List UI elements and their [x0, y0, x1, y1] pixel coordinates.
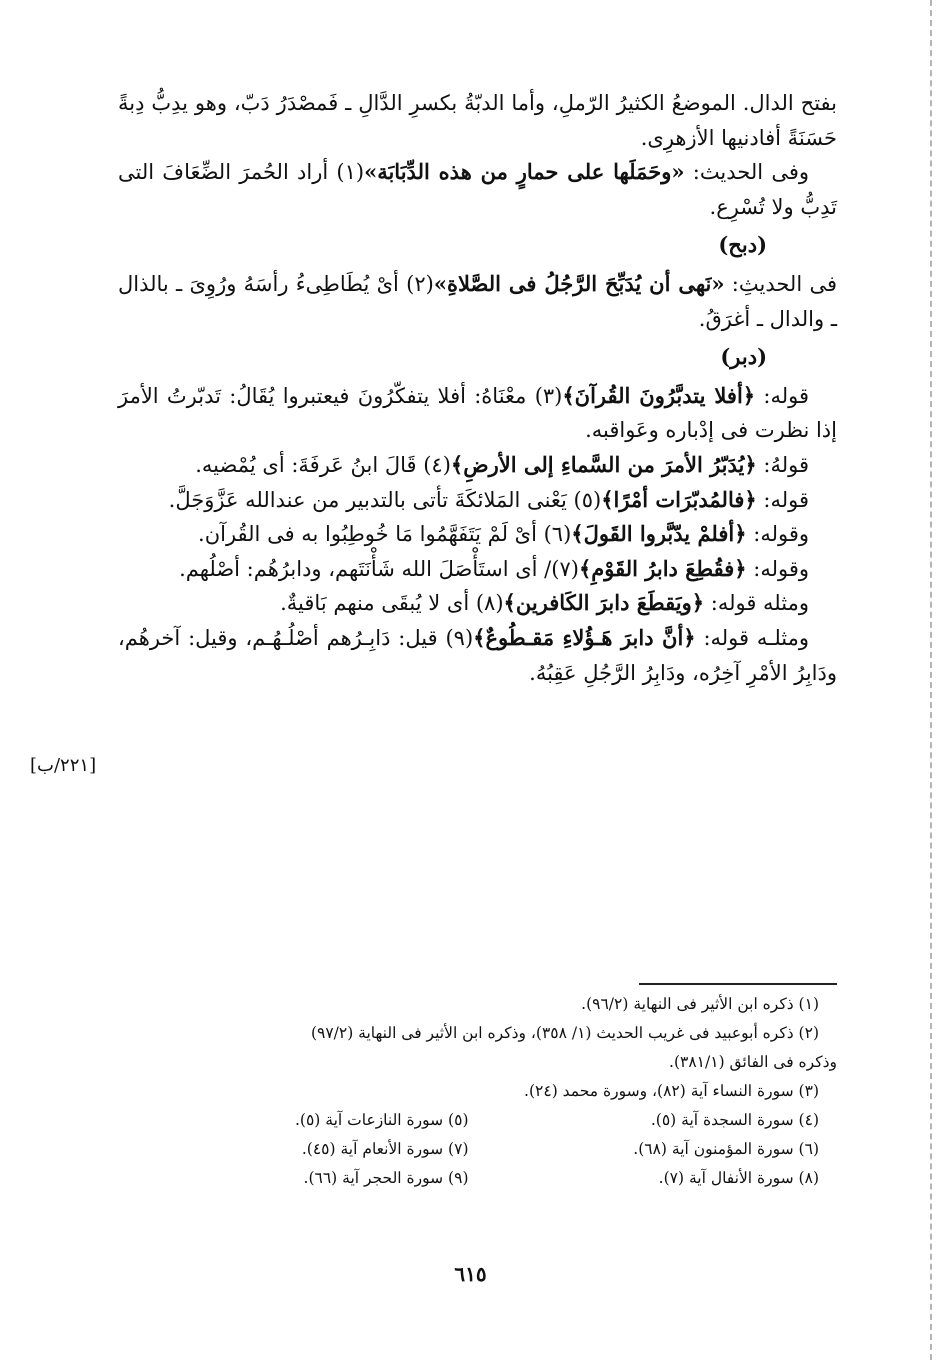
footnote-5: (٥) سورة النازعات آية (٥). [294, 1111, 469, 1129]
hadith-quote-1: «وحَمَلَها على حمارٍ من هذه الدِّبَابَة» [364, 159, 685, 185]
entry-heading-dbh: (دبح) [718, 232, 767, 258]
footnote-grid [118, 1106, 837, 1193]
paragraph-4-text: (٣) معْنَاهُ: أفلا يتفكّرُونَ فيعتبروا يُقَالُ: تَدبّرتُ الأمرَ إذا نظرت فى إدْباره وعَواقبه. [118, 383, 837, 443]
entry-heading-dbr: (دبر) [720, 344, 767, 370]
paragraph-2 [118, 155, 837, 224]
paragraph-7-intro: وقوله: [746, 522, 809, 547]
paragraph-8 [118, 552, 837, 587]
paragraph-10-intro: ومثلـه قوله: [695, 625, 809, 650]
quran-quote-5: ﴿فقُطِعَ دابرُ القَوْمِ﴾ [578, 555, 747, 581]
paragraph-8-intro: وقوله: [746, 556, 809, 581]
footnote-7: (٧) سورة الأنعام آية (٤٥). [301, 1140, 469, 1158]
footnote-6: (٦) سورة المؤمنون آية (٦٨). [633, 1140, 819, 1158]
footnote-4: (٤) سورة السجدة آية (٥). [650, 1111, 819, 1129]
paragraph-9-intro: ومثله قوله: [704, 591, 809, 616]
paragraph-6 [118, 483, 837, 518]
footnote-separator [639, 983, 837, 985]
paragraph-2-text: (١) أراد الحُمرَ الضِّعَافَ التى تَدِبُّ ولا تُسْرِع. [118, 160, 837, 219]
page-edge-dashed-line [930, 0, 932, 1360]
footnote-9: (٩) سورة الحجر آية (٦٦). [303, 1169, 469, 1187]
paragraph-3-text: (٢) أىْ يُطَاطِىءُ رأسَهُ ورُوِىَ ـ بالذال ـ والدال ـ أغرَقُ. [118, 271, 837, 331]
folio-marker: [٢٢١/ب] [30, 755, 97, 776]
paragraph-5 [118, 448, 837, 483]
paragraph-7 [118, 517, 837, 552]
paragraph-7-text: (٦) أىْ لَمْ يَتَفَهَّمُوا مَا خُوطِبُوا به فى القُرآن. [198, 522, 572, 547]
quran-quote-3: ﴿فالمُدبّرَات أمْرًا﴾ [601, 486, 757, 512]
paragraph-5-text: (٤) قَالَ ابنُ عَرفَةَ: أى يُمْضيه. [195, 452, 451, 477]
paragraph-5-intro: قولهُ: [756, 452, 809, 477]
paragraph-3-intro: فى الحديثِ: [724, 271, 837, 296]
paragraph-6-text: (٥) يَعْنى المَلائكَةَ تأتى بالتدبير من عندالله عَزَّوَجَلَّ. [168, 487, 602, 512]
footnote-2: (٢) ذكره أبوعبيد فى غريب الحديث (١/ ٣٥٨)، وذكره ابن الأثير فى النهاية (٩٧/٢) [310, 1024, 819, 1042]
paragraph-9-text: (٨) أى لا يُبقَى منهم بَاقيةٌ. [280, 591, 504, 616]
paragraph-9 [118, 586, 837, 621]
paragraph-2-intro: وفى الحديث: [684, 160, 810, 185]
page-number: ٦١٥ [454, 1262, 487, 1286]
quran-quote-4: ﴿أفلمْ يدّبَّروا القَولَ﴾ [571, 521, 747, 547]
footnotes [118, 990, 837, 1193]
main-text [118, 86, 837, 690]
quran-quote-7: ﴿أنَّ دابرَ هَـؤُلاءِ مَقـطُوعٌ﴾ [473, 624, 696, 650]
paragraph-10-text: (٩) قيل: دَابِـرُهم أصْلُـهُـم، وقيل: آخرهُم، ودَابِرُ الأمْرِ آخِرُه، ودَابِرُ الرَّجُلِ عَقِبُهُ. [118, 625, 837, 685]
paragraph-8-text: (٧)/ أى استَأْصَلَ الله شَأْنَتَهم، ودابرُهُم: أصْلُهم. [179, 556, 579, 581]
paragraph-4 [118, 379, 837, 448]
paragraph-6-intro: قوله: [756, 487, 809, 512]
paragraph-4-intro: قوله: [755, 383, 809, 408]
paragraph-10 [118, 621, 837, 690]
quran-quote-2: ﴿يُدَبّرُ الأمرَ من السَّماءِ إلى الأرضِ﴾ [450, 451, 757, 477]
paragraph-1-text: بفتح الدال. الموضعُ الكثيرُ الرّملِ، وأما الدبّةُ بكسرِ الدَّالِ ـ فَمصْدَرُ دَبّ، وهو يدِبُّ دِبةً حَسَنَةً أفادنيها الأزهرِى. [118, 91, 837, 150]
footnote-1: (١) ذكره ابن الأثير فى النهاية (٩٦/٢). [581, 995, 819, 1013]
footnote-2-continued: وذكره فى الفائق (٣٨١/١). [669, 1053, 837, 1071]
quran-quote-1: ﴿أفلا يتدبَّرُونَ القُرآنَ﴾ [562, 382, 756, 408]
footnote-3: (٣) سورة النساء آية (٨٢)، وسورة محمد (٢٤). [524, 1082, 819, 1100]
paragraph-1 [118, 86, 837, 155]
quran-quote-6: ﴿ويَقطَعَ دابرَ الكَافرين﴾ [503, 590, 705, 616]
hadith-quote-2: «نَهى أن يُدَبِّحَ الرَّجُلُ فى الصَّلاةِ» [433, 270, 725, 296]
footnote-8: (٨) سورة الأنفال آية (٧). [658, 1169, 819, 1187]
paragraph-3 [118, 267, 837, 336]
